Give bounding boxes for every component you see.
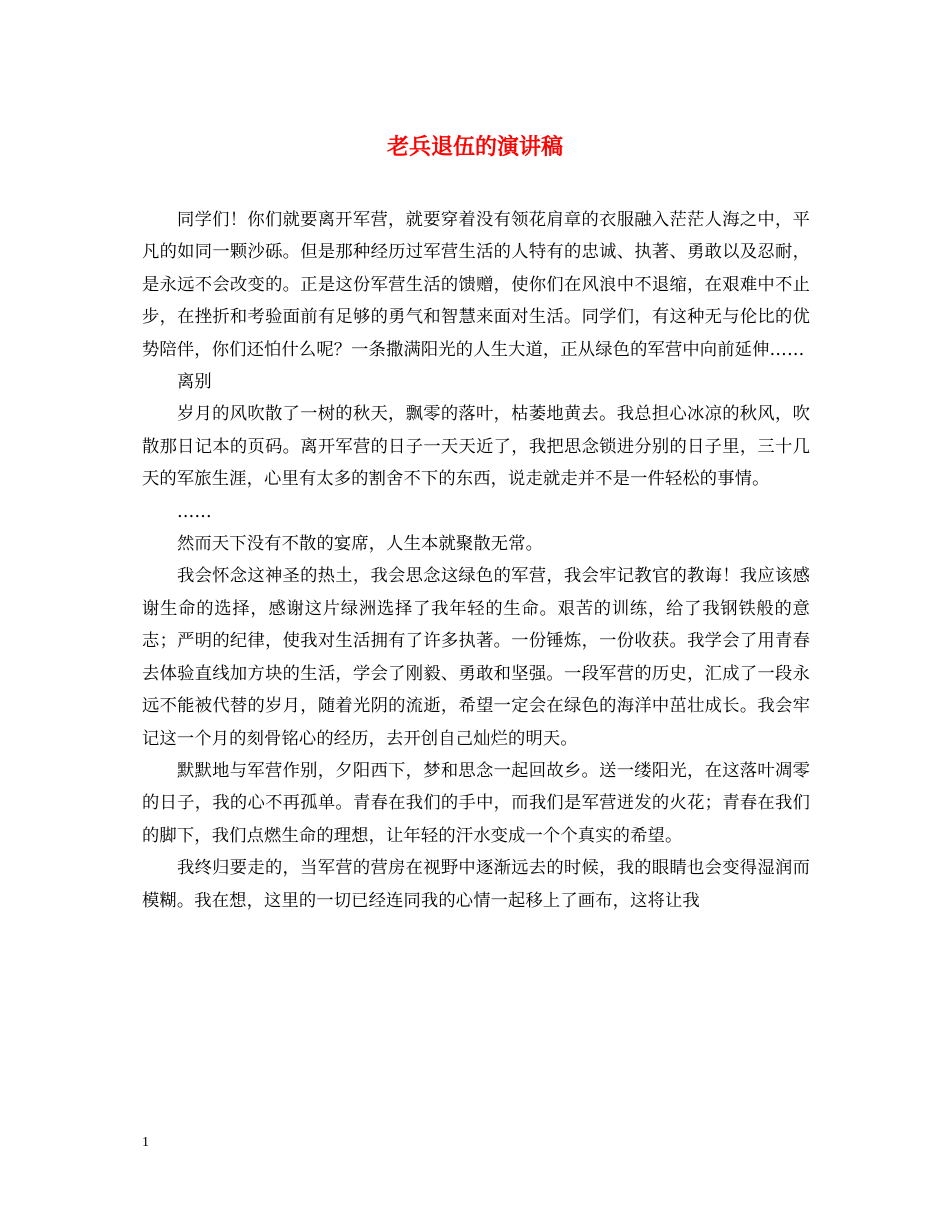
section-heading: 离别 [177,372,212,393]
paragraph: 岁月的风吹散了一树的秋天，飘零的落叶，枯萎地黄去。我总担心冰凉的秋风，吹散那日记本的页码。离开军营的日子一天天近了，我把思念锁进分别的日子里，三十几天的军旅生涯，心里有太多的割舍不下的东西，说走就走并不是一件轻松的事情。 [142,404,810,490]
document-body [142,204,810,917]
paragraph: 然而天下没有不散的宴席，人生本就聚散无常。 [177,534,544,555]
paragraph: 我终归要走的，当军营的营房在视野中逐渐远去的时候，我的眼睛也会变得湿润而模糊。我在想，这里的一切已经连同我的心情一起移上了画布，这将让我 [142,858,810,911]
paragraph: 我会怀念这神圣的热土，我会思念这绿色的军营，我会牢记教官的教诲！我应该感谢生命的选择，感谢这片绿洲选择了我年轻的生命。艰苦的训练，给了我钢铁般的意志；严明的纪律，使我对生活拥有了许多执著。一份锤炼，一份收获。我学会了用青春去体验直线加方块的生活，学会了刚毅、勇敢和坚强。一段军营的历史，汇成了一段永远不能被代替的岁月，随着光阴的流逝，希望一定会在绿色的海洋中茁壮成长。我会牢记这一个月的刻骨铭心的经历，去开创自己灿烂的明天。 [142,566,810,749]
document-title: 老兵退伍的演讲稿 [386,134,563,160]
paragraph: 默默地与军营作别，夕阳西下，梦和思念一起回故乡。送一缕阳光，在这落叶凋零的日子，我的心不再孤单。青春在我们的手中，而我们是军营迸发的火花；青春在我们的脚下，我们点燃生命的理想，让年轻的汗水变成一个个真实的希望。 [142,760,810,846]
paragraph: 同学们！你们就要离开军营，就要穿着没有领花肩章的衣服融入茫茫人海之中，平凡的如同一颗沙砾。但是那种经历过军营生活的人特有的忠诚、执著、勇敢以及忍耐，是永远不会改变的。正是这份军营生活的馈赠，使你们在风浪中不退缩，在艰难中不止步，在挫折和考验面前有足够的勇气和智慧来面对生活。同学们，有这种无与伦比的优势陪伴，你们还怕什么呢？一条撒满阳光的人生大道，正从绿色的军营中向前延伸…… [142,210,810,360]
ellipsis-line: …… [177,501,212,522]
page-number: 1 [142,1135,149,1150]
